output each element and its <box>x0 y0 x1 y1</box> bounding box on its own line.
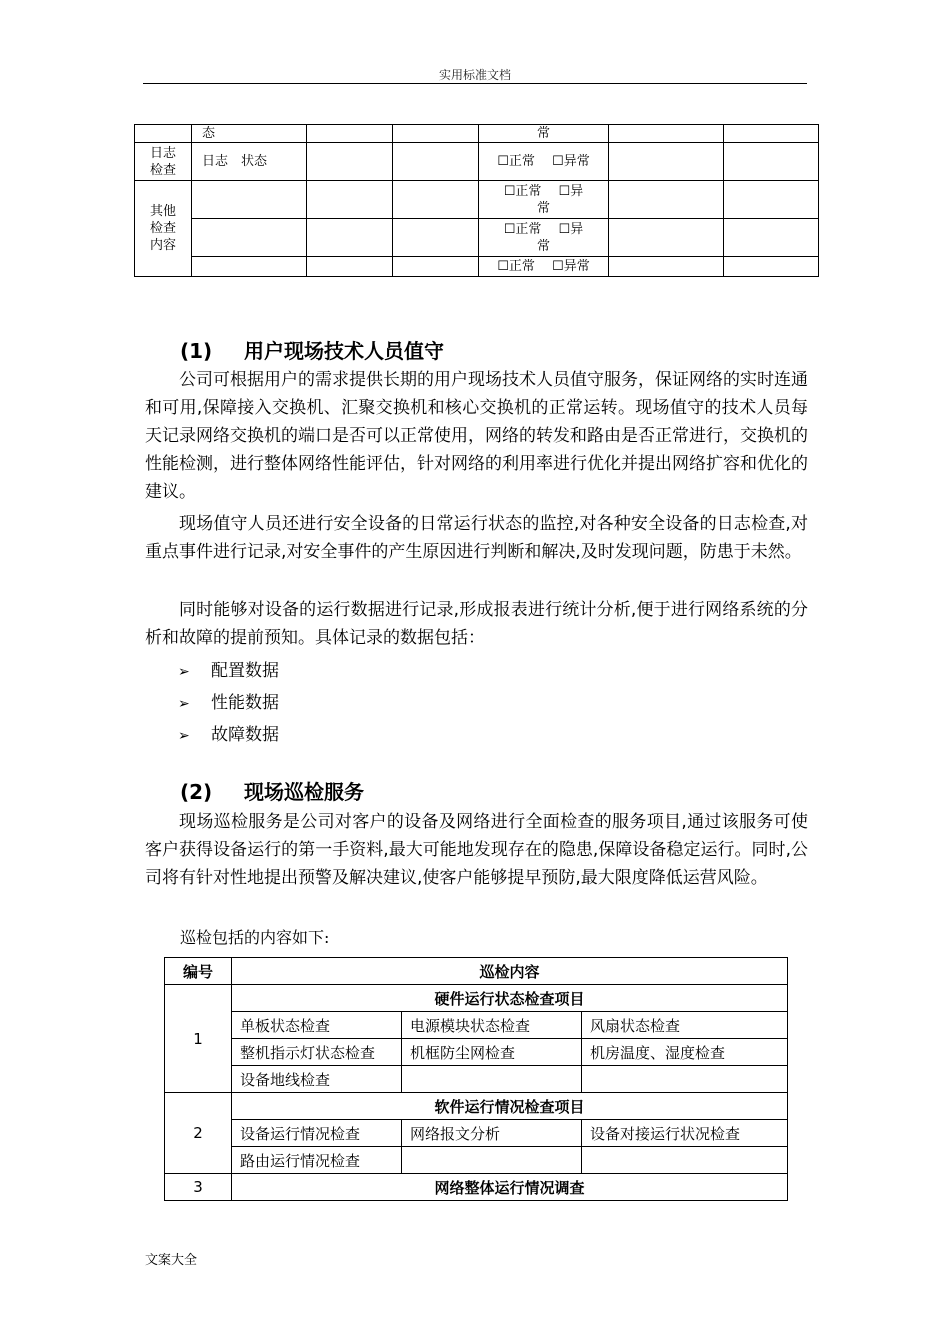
inspection-item: 机房温度、湿度检查 <box>582 1039 788 1066</box>
group-number: 2 <box>165 1093 232 1174</box>
section2-paragraph-1: 现场巡检服务是公司对客户的设备及网络进行全面检查的服务项目,通过该服务可使客户获得设备运行的第一手资料,最大可能地发现存在的隐患,保障设备稳定运行。同时,公司将有针对性地提出预警及解决建议,使客户能够提早预防,最大限度降低运营风险。 <box>145 812 808 888</box>
inspection-item: 设备地线检查 <box>232 1066 402 1093</box>
inspection-table <box>164 957 788 1201</box>
page-header: 实用标准文档 <box>438 68 511 82</box>
page-footer: 文案大全 <box>145 1253 198 1268</box>
inspection-intro: 巡检包括的内容如下: <box>180 928 330 947</box>
log-check-label: 日志 检查 <box>135 143 192 181</box>
other-status-2: ☐正常 ☐异 常 <box>479 219 609 257</box>
arrow-bullet-icon: ➢ <box>178 664 190 680</box>
inspection-item: 整机指示灯状态检查 <box>232 1039 402 1066</box>
section2-number: (2) <box>180 780 213 804</box>
other-check-label: 其他 检查 内容 <box>135 181 192 277</box>
other-status-1: ☐正常 ☐异 常 <box>479 181 609 219</box>
section1-title: 用户现场技术人员值守 <box>244 339 444 363</box>
bullet-item: ➢ 故障数据 <box>178 725 279 745</box>
inspection-item: 电源模块状态检查 <box>402 1012 582 1039</box>
arrow-bullet-icon: ➢ <box>178 696 190 712</box>
arrow-bullet-icon: ➢ <box>178 728 190 744</box>
group-title: 软件运行情况检查项目 <box>232 1093 788 1120</box>
inspection-item: 网络报文分析 <box>402 1120 582 1147</box>
group-number: 3 <box>165 1174 232 1201</box>
bullet-item: ➢ 配置数据 <box>178 661 279 681</box>
inspection-item: 机框防尘网检查 <box>402 1039 582 1066</box>
section1-paragraph-3: 同时能够对设备的运行数据进行记录,形成报表进行统计分析,便于进行网络系统的分析和故障的提前预知。具体记录的数据包括： <box>145 600 808 648</box>
header-rule <box>143 83 807 84</box>
group-title: 硬件运行状态检查项目 <box>232 985 788 1012</box>
bullet-item: ➢ 性能数据 <box>178 693 279 713</box>
log-item: 日志 状态 <box>192 143 307 181</box>
section1-number: (1) <box>180 339 213 363</box>
inspection-item: 设备对接运行状况检查 <box>582 1120 788 1147</box>
check-table <box>134 124 819 277</box>
section2-title: 现场巡检服务 <box>244 780 364 804</box>
section1-heading <box>180 335 444 364</box>
inspection-item: 设备运行情况检查 <box>232 1120 402 1147</box>
row-top-status: 常 <box>479 125 609 143</box>
inspection-item: 风扇状态检查 <box>582 1012 788 1039</box>
group-title: 网络整体运行情况调查 <box>232 1174 788 1201</box>
section1-paragraph-1: 公司可根据用户的需求提供长期的用户现场技术人员值守服务，保证网络的实时连通和可用,保障接入交换机、汇聚交换机和核心交换机的正常运转。现场值守的技术人员每天记录网络交换机的端口是否可以正常使用，网络的转发和路由是否正常进行，交换机的性能检测，进行整体网络性能评估，针对网络的利用率进行优化并提出网络扩容和优化的建议。 <box>145 370 808 502</box>
section2-heading <box>180 776 364 805</box>
log-status: ☐正常 ☐异常 <box>479 143 609 181</box>
col-header-number: 编号 <box>165 958 232 985</box>
inspection-item: 路由运行情况检查 <box>232 1147 402 1174</box>
other-status-3: ☐正常 ☐异常 <box>479 257 609 277</box>
inspection-item: 单板状态检查 <box>232 1012 402 1039</box>
group-number: 1 <box>165 985 232 1093</box>
section1-paragraph-2: 现场值守人员还进行安全设备的日常运行状态的监控,对各种安全设备的日志检查,对重点事件进行记录,对安全事件的产生原因进行判断和解决,及时发现问题，防患于未然。 <box>145 514 808 562</box>
row-top-cell: 态 <box>192 125 307 143</box>
col-header-content: 巡检内容 <box>232 958 788 985</box>
